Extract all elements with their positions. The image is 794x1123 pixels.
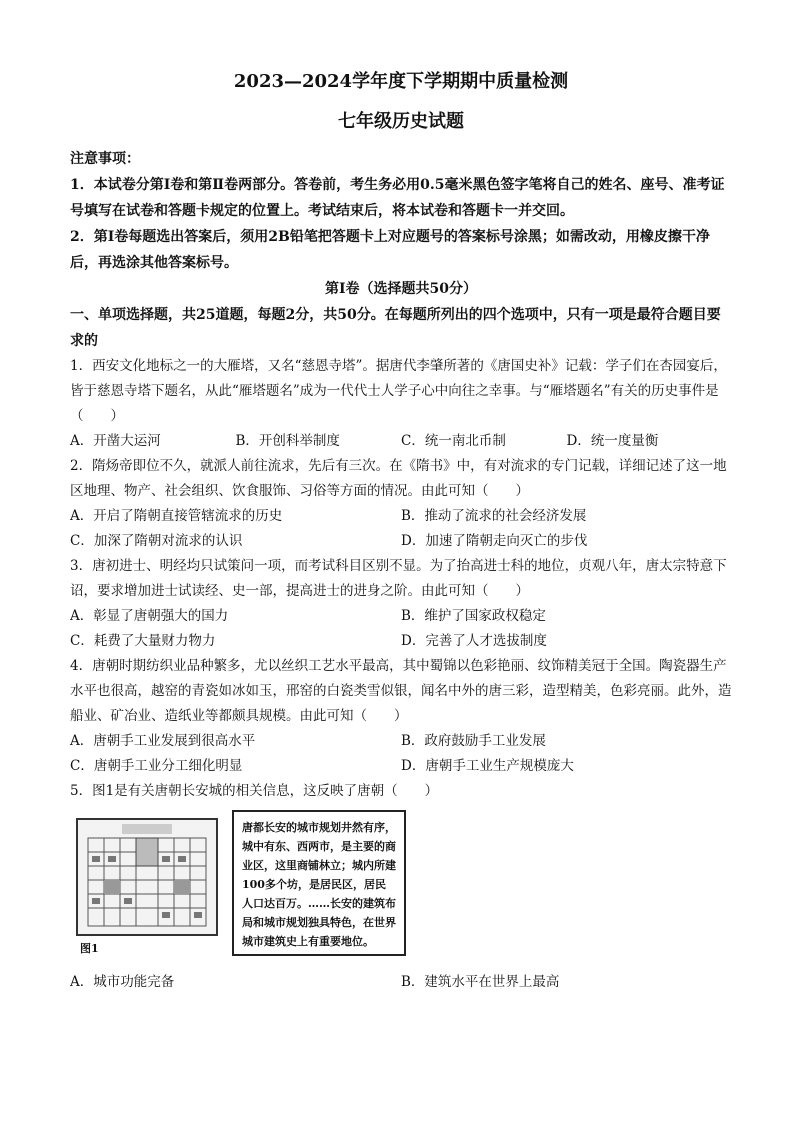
option-b[interactable]: B．推动了流求的社会经济发展 <box>401 508 587 524</box>
option-a[interactable]: A．开凿大运河 <box>70 433 161 449</box>
notice-item-1: 1．本试卷分第Ⅰ卷和第Ⅱ卷两部分。答卷前，考生务必用0.5毫米黑色签字笔将自己的姓名、座号、准考证号填写在试卷和答题卡规定的位置上。考试结束后，将本试卷和答题卡一并交回。 <box>70 177 725 219</box>
option-c[interactable]: C．加深了隋朝对流求的认识 <box>70 533 243 549</box>
question-2-stem: 2．隋炀帝即位不久，就派人前往流求，先后有三次。在《隋书》中，有对流求的专门记载，详细记述了这一地区地理、物产、社会组织、饮食服饰、习俗等方面的情况。由此可知（ ） <box>70 458 727 499</box>
question-4-options-row1 <box>70 729 732 754</box>
question-4-stem: 4．唐朝时期纺织业品种繁多，尤以丝织工艺水平最高，其中蜀锦以色彩艳丽、纹饰精美冠于全国。陶瓷器生产水平也很高，越窑的青瓷如冰如玉，邢窑的白瓷类雪似银，闻名中外的唐三彩，造型精美，色彩亮丽。此外，造船业、矿冶业、造纸业等都颇具规模。由此可知（ ） <box>70 658 732 724</box>
question-2-options-row1 <box>70 504 732 529</box>
option-d[interactable]: D．唐朝手工业生产规模庞大 <box>401 758 574 774</box>
section-title: 第Ⅰ卷（选择题共50分） <box>324 281 478 297</box>
exam-page <box>70 70 732 995</box>
question-5-options-row1 <box>70 970 732 995</box>
question-5-stem: 5．图1是有关唐朝长安城的相关信息，这反映了唐朝（ ） <box>70 783 439 799</box>
option-a[interactable]: A．开启了隋朝直接管辖流求的历史 <box>70 508 283 524</box>
option-b[interactable]: B．维护了国家政权稳定 <box>401 608 546 624</box>
notice-item-2: 2．第Ⅰ卷每题选出答案后，须用2B铅笔把答题卡上对应题号的答案标号涂黑；如需改动，用橡皮擦干净后，再选涂其他答案标号。 <box>70 229 710 271</box>
option-d[interactable]: D．加速了隋朝走向灭亡的步伐 <box>401 533 588 549</box>
changan-map-figure <box>70 810 220 960</box>
option-b[interactable]: B．建筑水平在世界上最高 <box>401 974 560 990</box>
question-2-options-row2 <box>70 529 732 554</box>
option-d[interactable]: D．统一度量衡 <box>566 433 659 449</box>
option-a[interactable]: A．彰显了唐朝强大的国力 <box>70 608 229 624</box>
section-instruction: 一、单项选择题，共25道题，每题2分，共50分。在每题所列出的四个选项中，只有一项是最符合题目要求的 <box>70 307 721 349</box>
figure-label: 图1 <box>80 942 99 955</box>
figure-1 <box>70 810 732 960</box>
question-3-options-row1 <box>70 604 732 629</box>
question-1-options <box>70 429 732 454</box>
option-b[interactable]: B．开创科举制度 <box>235 433 340 449</box>
option-d[interactable]: D．完善了人才选拔制度 <box>401 633 547 649</box>
question-3-options-row2 <box>70 629 732 654</box>
question-3-stem: 3．唐初进士、明经均只试策问一项，而考试科目区别不显。为了抬高进士科的地位，贞观八年，唐太宗特意下诏，要求增加进士试读经、史一部，提高进士的进身之阶。由此可知（ ） <box>70 558 727 599</box>
option-c[interactable]: C．唐朝手工业分工细化明显 <box>70 758 243 774</box>
option-a[interactable]: A．唐朝手工业发展到很高水平 <box>70 733 256 749</box>
option-c[interactable]: C．耗费了大量财力物力 <box>70 633 216 649</box>
exam-subtitle: 七年级历史试题 <box>338 111 464 132</box>
option-a[interactable]: A．城市功能完备 <box>70 974 175 990</box>
exam-title: 2023—2024学年度下学期期中质量检测 <box>233 71 569 92</box>
option-c[interactable]: C．统一南北币制 <box>401 433 506 449</box>
option-b[interactable]: B．政府鼓励手工业发展 <box>401 733 546 749</box>
notice-heading: 注意事项： <box>70 151 140 167</box>
figure-text-box: 唐都长安的城市规划井然有序，城中有东、西两市，是主要的商业区，这里商铺林立；城内所建100多个坊，是居民区，居民人口达百万。……长安的建筑布局和城市规划独具特色，在世界城市建筑史上有重要地位。 <box>232 810 406 956</box>
question-4-options-row2 <box>70 754 732 779</box>
city-map-icon <box>76 818 218 936</box>
question-1-stem: 1．西安文化地标之一的大雁塔，又名“慈恩寺塔”。据唐代李肇所著的《唐国史补》记载：学子们在杏园宴后，皆于慈恩寺塔下题名，从此“雁塔题名”成为一代代士人学子心中向往之幸事。与“雁塔题名”有关的历史事件是（ ） <box>70 358 727 424</box>
